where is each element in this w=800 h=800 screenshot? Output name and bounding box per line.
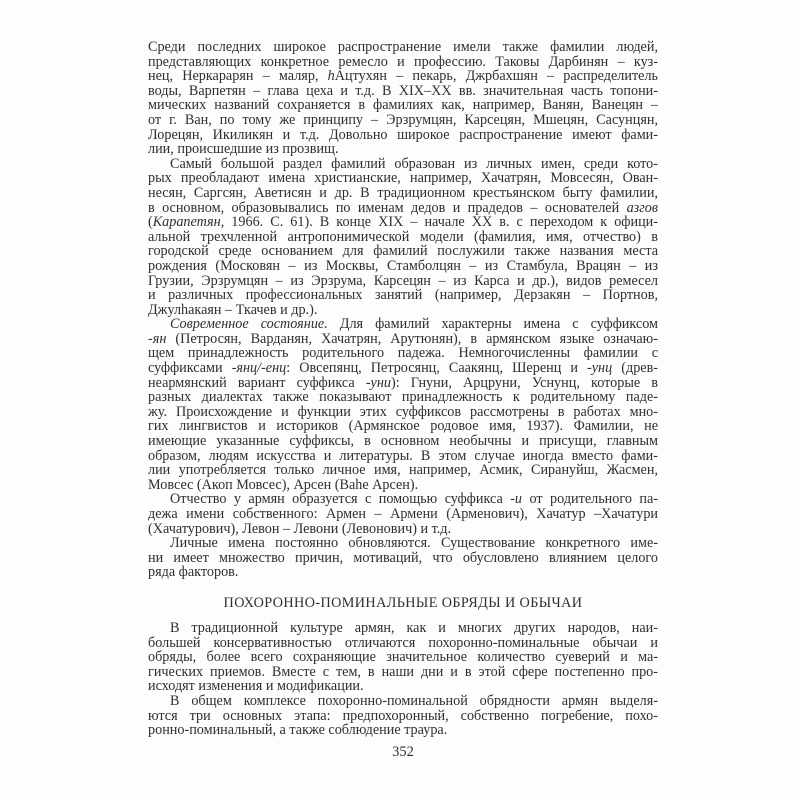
text-segment: Среди последних широкое распространение имели также фамилии людей,	[148, 40, 658, 55]
text-line	[148, 55, 658, 70]
text-segment: Для фамилий характерны имена с суффиксом	[327, 317, 658, 332]
text-segment: : Овсепянц, Петросянц, Саакянц, Шеренц и	[286, 361, 588, 376]
text-segment: ронно-поминальный, а также соблюдение траура.	[148, 723, 448, 738]
text-line	[148, 650, 658, 665]
text-segment: (Хачатурович), Левон – Левони (Левонович) и т.д.	[148, 521, 452, 537]
text-segment: рых преобладают имена христианские, например, Хачатрян, Мовсесян, Ован-	[148, 171, 658, 186]
text-line	[148, 463, 658, 478]
italic-text: -и	[510, 492, 523, 507]
book-page	[148, 40, 658, 760]
text-line	[148, 230, 658, 245]
text-segment: Джулһакаян – Ткачев и др.).	[148, 302, 318, 318]
text-segment: (древ-	[612, 361, 658, 376]
text-segment: гих лингвистов и историков (Армянское родовое имя, 1937). Фамилии, не	[148, 419, 658, 435]
text-line	[148, 201, 658, 216]
text-segment: Самый большой раздел фамилий образован из личных имен, среди кото-	[170, 156, 658, 172]
text-line	[148, 679, 658, 694]
text-line	[148, 636, 658, 651]
text-segment: дежа имени собственного: Армен – Армени (Арменович), Хачатур –Хачатури	[148, 507, 658, 522]
text-line	[148, 551, 658, 566]
text-segment: и различных профессиональных занятий (например, Дерзакян – Портнов,	[148, 288, 658, 303]
text-line	[148, 522, 658, 537]
page-number: 352	[392, 744, 414, 760]
text-segment: воды, Варпетян – глава цеха и т.д. В XIX–XX вв. значительная часть топони-	[148, 83, 658, 99]
text-segment: (	[148, 215, 153, 230]
text-segment: Грузии, Эрзрумцян – из Эрзрума, Карсецян – из Карса и др.), видов ремесел	[148, 273, 658, 289]
text-line	[148, 492, 658, 507]
text-segment: несян, Саргсян, Аветисян и др. В традиционном крестьянском быту фамилии,	[148, 185, 658, 201]
text-segment: лии употребляется только личное имя, например, Асмик, Сирануйш, Жасмен,	[148, 463, 658, 478]
text-line	[148, 128, 658, 143]
text-segment: лии, происшедшие из прозвищ.	[148, 142, 339, 157]
section-funeral-rites	[148, 621, 658, 738]
text-segment: представляющих конкретное ремесло и профессию. Таковы Дарбинян – куз-	[148, 54, 658, 70]
text-line	[148, 449, 658, 464]
italic-text: Современное состояние.	[170, 317, 328, 332]
text-segment: неармянский вариант суффикса	[148, 375, 366, 391]
paragraph	[148, 536, 658, 580]
text-line	[148, 69, 658, 84]
text-line	[148, 507, 658, 522]
text-segment: рождения (Московян – из Москвы, Стамболцян – из Стамбула, Врацян – из	[148, 258, 658, 274]
text-line	[148, 665, 658, 680]
text-line	[148, 346, 658, 361]
paragraph	[148, 694, 658, 738]
text-line	[148, 84, 658, 99]
text-line	[148, 186, 658, 201]
text-line	[148, 274, 658, 289]
text-segment: городской среде основанием для фамилий послужили также названия места	[148, 244, 658, 259]
text-line	[148, 215, 658, 230]
text-line	[148, 303, 658, 318]
section-heading: ПОХОРОННО-ПОМИНАЛЬНЫЕ ОБРЯДЫ И ОБЫЧАИ	[223, 595, 583, 611]
text-segment: большей консервативностью отличаются похоронно-поминальные обычаи и	[148, 635, 658, 651]
text-segment: альной трехчленной антропонимической модели (фамилия, имя, отчество) в	[148, 229, 658, 245]
text-line	[148, 157, 658, 172]
text-segment: Лорецян, Икиликян и т.д. Довольно широкое распространение имеют фами-	[148, 127, 658, 143]
text-line	[148, 536, 658, 551]
text-segment: гических приемов. Вместе с тем, в наши дни и в этой сфере постепенно про-	[148, 664, 658, 680]
text-segment: Отчество у армян образуется с помощью суффикса	[170, 492, 511, 507]
paragraph	[148, 40, 658, 157]
text-segment: разных диалектах также показывают принадлежность к родительному паде-	[148, 390, 658, 405]
italic-text: азгов	[626, 200, 658, 216]
text-segment: обряды, более всего сохраняющие значительное количество суеверий и ма-	[148, 650, 658, 665]
italic-text: h	[327, 69, 335, 84]
text-segment: имеющие указанные суффиксы, в основном необычны и присущи, главным	[148, 434, 658, 449]
italic-text: -ян	[148, 331, 167, 347]
italic-text: -янц/-енц	[231, 361, 287, 376]
text-segment: образом, людям искусства и литературы. В этом случае иногда вместо фами-	[148, 448, 658, 464]
text-line	[148, 171, 658, 186]
text-segment: ): Гнуни, Арцруни, Уснунц, которые в	[390, 375, 658, 391]
text-segment: от г. Ван, по тому же принципу – Эрзрумцян, Карсецян, Мшецян, Сасунцян,	[148, 112, 658, 128]
text-segment: (Петросян, Варданян, Хачатрян, Арутюнян), в армянском языке означаю-	[166, 331, 658, 347]
italic-text: Карапетян	[152, 215, 221, 230]
italic-text: -уни	[365, 375, 391, 391]
text-line	[148, 98, 658, 113]
text-line	[148, 723, 658, 738]
text-line	[148, 244, 658, 259]
text-segment: исходят изменения и модификации.	[148, 679, 364, 694]
text-line	[148, 361, 658, 376]
text-segment: щем принадлежность родительного падежа. Немногочисленны фамилии с	[148, 346, 658, 362]
text-line	[148, 317, 658, 332]
text-line	[148, 621, 658, 636]
paragraph	[148, 317, 658, 492]
text-segment: Мовсес (Акоп Мовсес), Арсен (Ваһе Арсен).	[148, 477, 419, 493]
paragraph	[148, 157, 658, 318]
text-line	[148, 332, 658, 347]
text-line	[148, 709, 658, 724]
text-segment: , 1966. С. 61). В конце XIX – начале XX в. с переходом к офици-	[220, 215, 658, 230]
text-segment: ются три основных этапа: предпохоронный, собственно погребение, похо-	[148, 708, 658, 724]
paragraph	[148, 621, 658, 694]
text-line	[148, 478, 658, 493]
text-segment: В традиционной культуре армян, как и многих других народов, наи-	[170, 621, 658, 636]
text-segment: ряда факторов.	[148, 565, 239, 580]
text-line	[148, 142, 658, 157]
section-surnames	[148, 40, 658, 580]
text-segment: суффиксами	[148, 361, 232, 376]
paragraph	[148, 492, 658, 536]
text-line	[148, 405, 658, 420]
text-line	[148, 288, 658, 303]
text-segment: жу. Происхождение и функции этих суффиксов рассмотрены в работах мно-	[148, 404, 658, 420]
text-segment: в основном, образовывались по именам дедов и прадедов – основателей	[148, 200, 627, 216]
text-segment: от родительного па-	[522, 492, 658, 507]
text-line	[148, 259, 658, 274]
text-segment: Ацтухян – пекарь, Джрбахшян – распределитель	[334, 69, 658, 84]
text-segment: ни имеет множество причин, мотиваций, что обусловлено влиянием целого	[148, 550, 658, 566]
text-line	[148, 565, 658, 580]
text-segment: В общем комплексе похоронно-поминальной обрядности армян выделя-	[170, 693, 658, 709]
text-line	[148, 419, 658, 434]
text-segment: Личные имена постоянно обновляются. Существование конкретного име-	[170, 536, 658, 551]
italic-text: -унц	[587, 361, 613, 376]
text-segment: нец, Неркарарян – маляр,	[148, 69, 328, 84]
text-line	[148, 434, 658, 449]
text-line	[148, 113, 658, 128]
text-segment: мических названий сохраняется в фамилиях как, например, Ванян, Ванецян –	[148, 98, 658, 113]
text-line	[148, 376, 658, 391]
text-line	[148, 390, 658, 405]
text-line	[148, 694, 658, 709]
text-line	[148, 40, 658, 55]
